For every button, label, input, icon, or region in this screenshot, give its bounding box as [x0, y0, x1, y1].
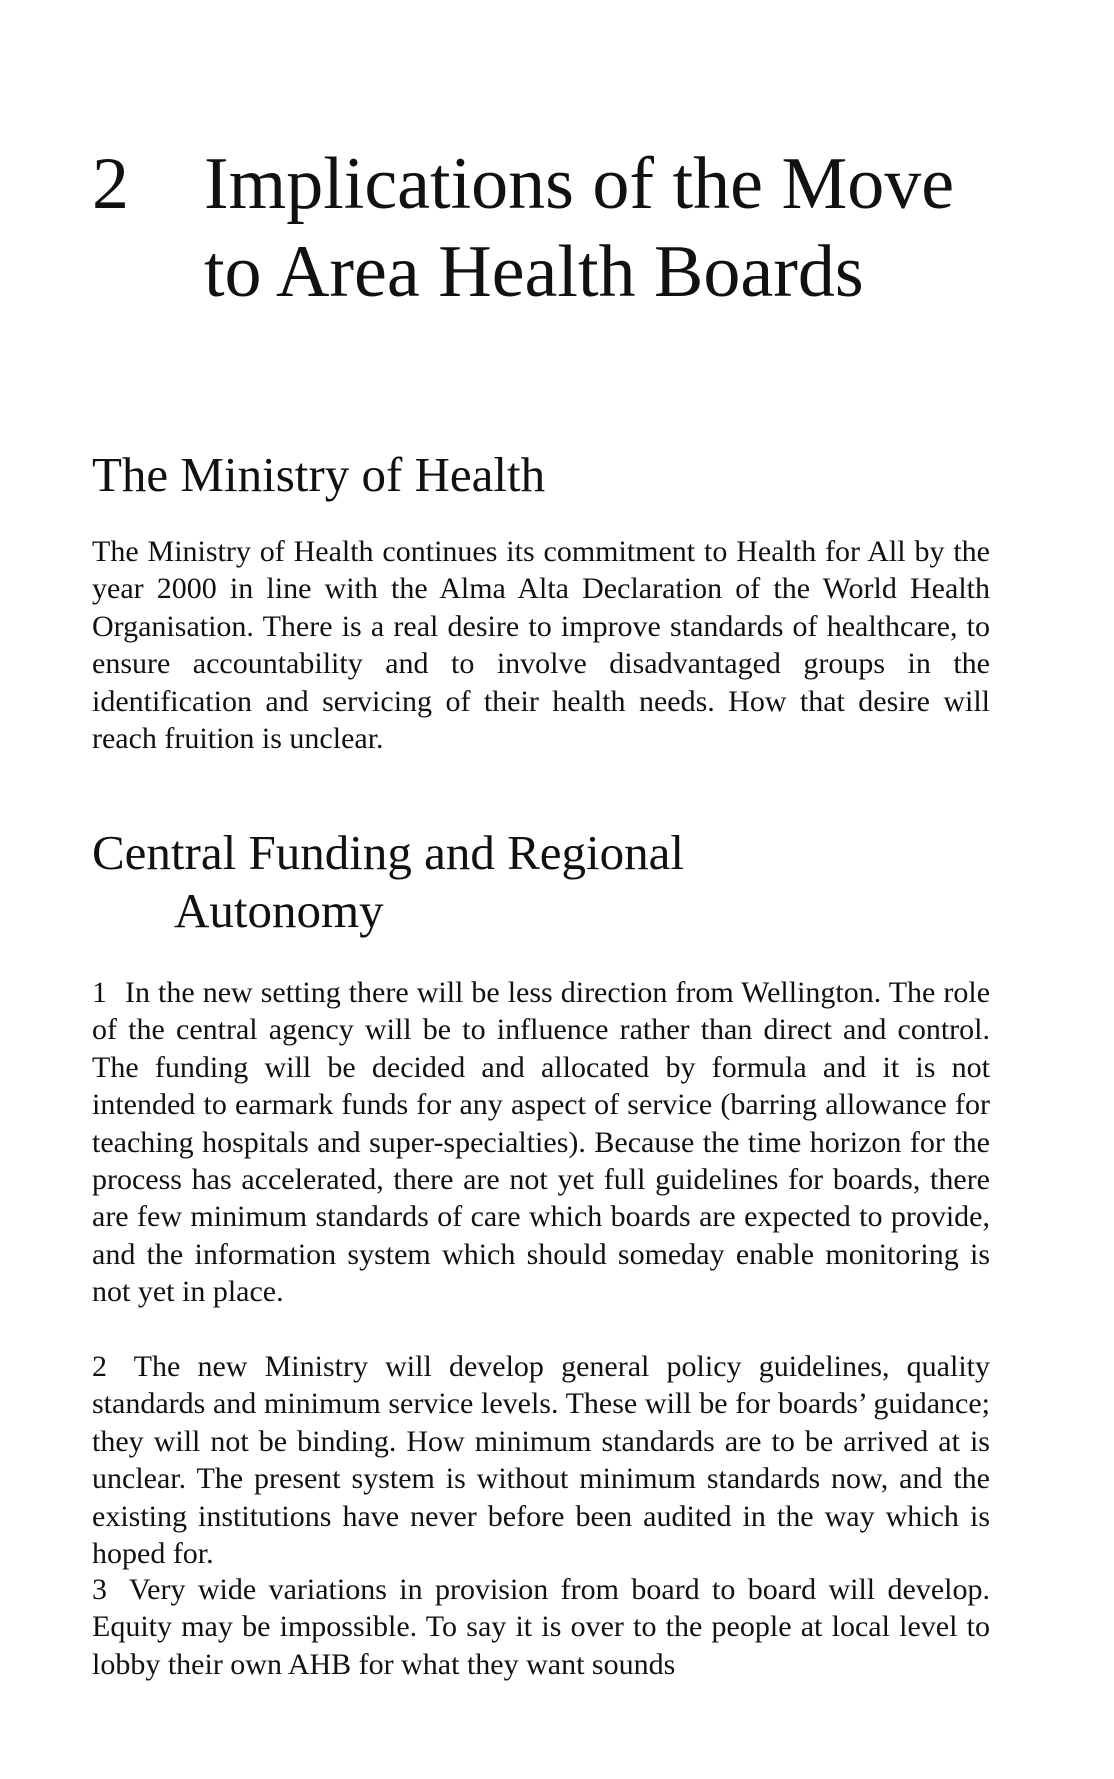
numbered-paragraph-3 — [92, 1571, 990, 1683]
section-heading-line-2: Autonomy — [174, 883, 384, 938]
numbered-paragraph-2 — [92, 1348, 990, 1572]
section-heading-central-funding — [92, 824, 992, 940]
section-heading-line-1: Central Funding and Regional — [92, 825, 684, 880]
paragraph-number: 1 — [92, 976, 107, 1009]
paragraph-text: The new Ministry will develop general policy guidelines, quality standards and minimum service levels. These will be for boards’ guidance; they will not be binding. How minimum standards are to be arrived at is unclear. The present system is without minimum standards now, and the existing institutions have never before been audited in the way which is hoped for. — [92, 1350, 990, 1571]
paragraph-text: Very wide variations in provision from board to board will develop. Equity may be impossible. To say it is over to the people at local level to lobby their own AHB for what they want sounds — [92, 1573, 990, 1681]
numbered-paragraph-1 — [92, 974, 990, 1311]
paragraph-ministry: The Ministry of Health continues its commitment to Health for All by the year 2000 in line with the Alma Alta Declaration of the World Health Organisation. There is a real desire to improve standards of healthcare, to ensure accountability and to involve disadvantaged groups in the identification and servicing of their health needs. How that desire will reach fruition is unclear. — [92, 535, 990, 756]
chapter-number: 2 — [92, 143, 129, 225]
chapter-title: Implications of the Move to Area Health Boards — [204, 143, 955, 313]
section-heading-ministry: The Ministry of Health — [92, 447, 546, 502]
paragraph-number: 2 — [92, 1350, 107, 1383]
paragraph-number: 3 — [92, 1573, 107, 1606]
paragraph-text: In the new setting there will be less direction from Wellington. The role of the central agency will be to influence rather than direct and control. The funding will be decided and allocated by formula and it is not intended to earmark funds for any aspect of service (barring allowance for teaching hospitals and super-specialties). Because the time horizon for the process has accelerated, there are not yet full guidelines for boards, there are few minimum standards of care which boards are expected to provide, and the information system which should someday enable monitoring is not yet in place. — [92, 976, 991, 1309]
